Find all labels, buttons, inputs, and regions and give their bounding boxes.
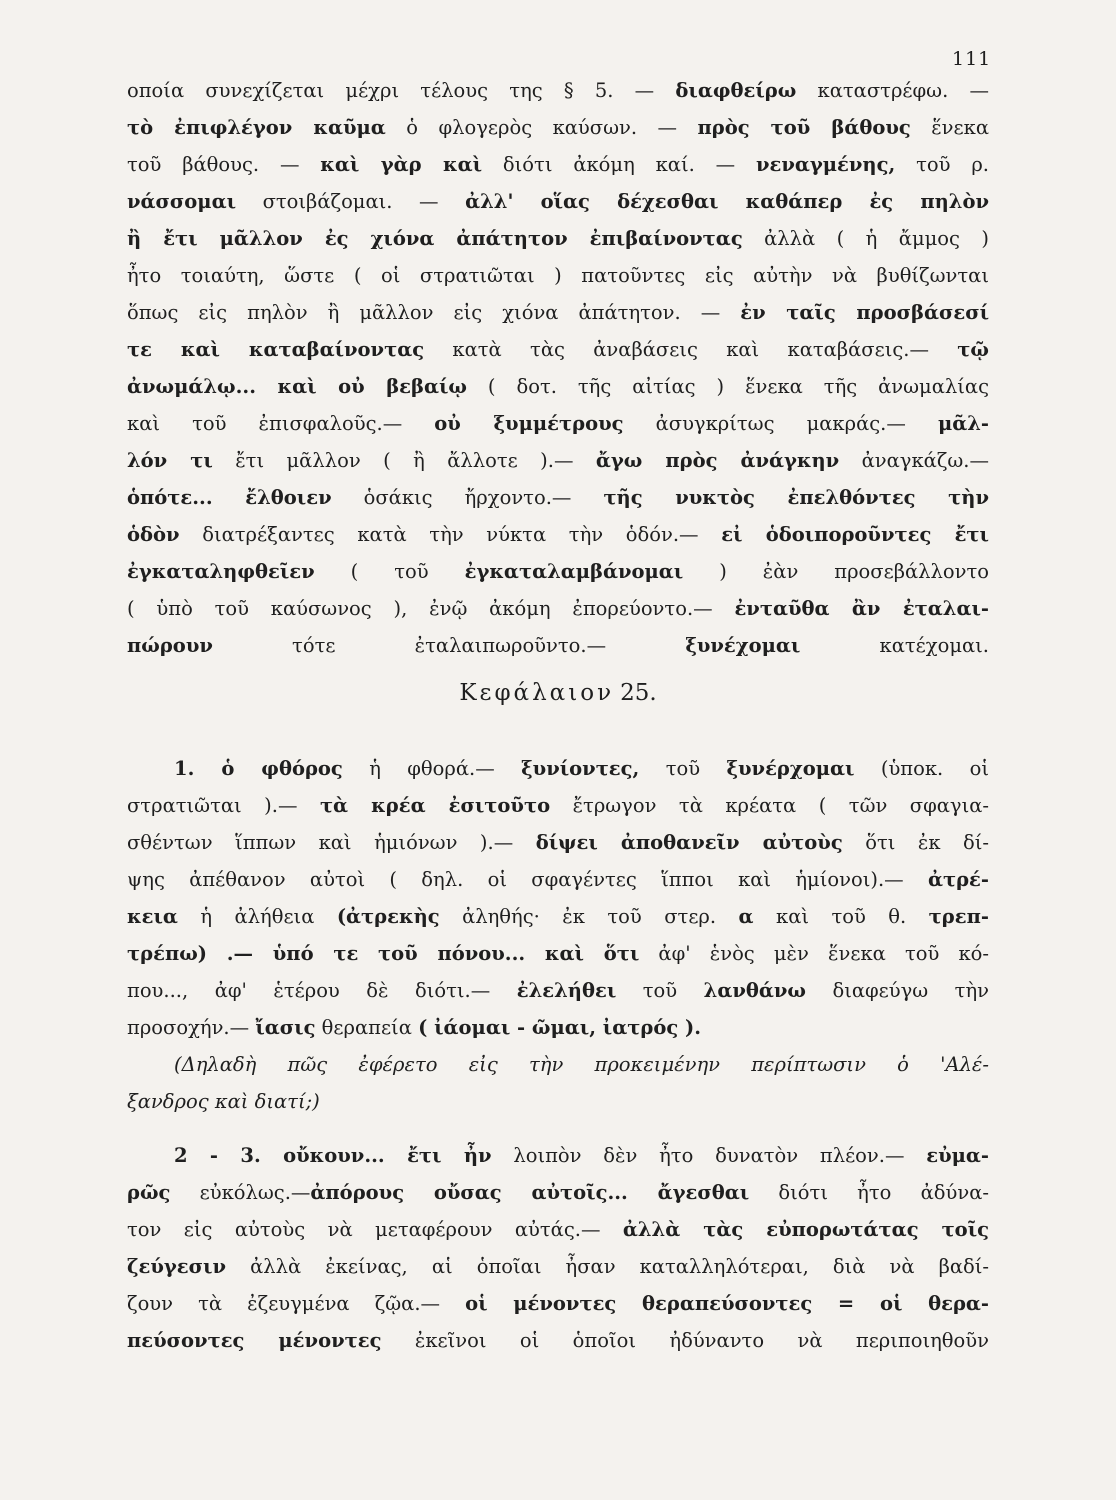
chapter-title: Κεφάλαιον [459,680,615,706]
text-line [127,109,989,146]
text-run: ( τοῦ [314,560,465,583]
bold-term: ζεύγεσιν [127,1255,227,1278]
text-run: ἀσυγκρίτως μακράς.— [623,412,938,435]
text-run: ὁ φλογερὸς καύσων. — [385,116,698,139]
text-run: ἔτρωγον τὰ κρέατα ( τῶν σφαγια- [550,794,989,817]
text-run: διότι ἀκόμη καί. — [482,153,756,176]
text-run: καὶ τοῦ ἐπισφαλοῦς.— [127,412,435,435]
text-run: ἐκεῖνοι οἱ ὁποῖοι ἠδύναντο νὰ περιποιηθοῦν [381,1329,989,1352]
text-run: ἀφ' ἑνὸς μὲν ἕνεκα τοῦ κό- [639,942,989,965]
text-line [127,72,989,109]
text-line [127,516,989,553]
text-run: τοῦ [616,979,704,1002]
text-line [127,1046,989,1083]
text-run: ἡ ἀλήθεια [177,905,337,928]
bold-term: ἐν ταῖς προσβάσεσί [740,301,989,324]
text-run: εὐκόλως.— [170,1181,311,1204]
text-line [127,1009,989,1046]
text-line [127,442,989,479]
text-line [127,479,989,516]
bold-term: τῷ [957,338,989,361]
bold-term: νεναγμένης, [755,153,896,176]
text-run: που..., ἀφ' ἑτέρου δὲ διότι.— [127,979,517,1002]
text-run: κατέχομαι. [800,634,989,657]
text-run: καὶ τοῦ θ. [753,905,929,928]
text-line [127,257,989,294]
text-line [127,1174,989,1211]
text-line [127,146,989,183]
bold-term: λόν τι [127,449,213,472]
text-line [127,627,989,664]
text-run: ἀλλὰ ἐκείνας, αἱ ὁποῖαι ἦσαν καταλληλότεραι, διὰ νὰ βαδί- [226,1255,989,1278]
bold-term: κεια [127,905,178,928]
text-run: καταστρέφω. — [796,79,989,102]
bold-term: τρέπω) .— ὑπό τε τοῦ πόνου... καὶ ὅτι [127,942,640,965]
text-run: ἡ φθορά.— [342,757,522,780]
bold-term: α [738,905,754,928]
text-line [127,1211,989,1248]
bold-term: ὁδὸν [127,523,180,546]
commentary-section-1 [127,750,989,1120]
bold-term: 1. ὁ φθόρος [174,757,343,780]
bold-term: εἰ ὁδοιποροῦντες ἔτι [721,523,989,546]
bold-term: διαφθείρω [675,79,797,102]
bold-term: ξυνέχομαι [685,634,801,657]
bold-term: ρῶς [127,1181,171,1204]
bold-term: ἀπόρους οὔσας αὐτοῖς... ἄγεσθαι [310,1181,750,1204]
text-run: ἀλλὰ ( ἡ ἄμμος ) [742,227,989,250]
bold-term: ξυνέρχομαι [726,757,855,780]
bold-term: ξυνίοντες, [521,757,640,780]
bold-term: λανθάνω [703,979,806,1002]
text-run: στρατιῶται ).— [127,794,320,817]
text-run: λοιπὸν δὲν ἦτο δυνατὸν πλέον.— [491,1144,927,1167]
bold-term: τὰ κρέα ἐσιτοῦτο [319,794,551,817]
text-run: ἀναγκάζω.— [839,449,989,472]
bold-term: εὐμα- [926,1144,989,1167]
text-run: (Δηλαδὴ πῶς ἐφέρετο εἰς τὴν προκειμένην περίπτωσιν ὁ 'Αλέ- [174,1053,989,1076]
bold-term: ἐγκαταληφθεῖεν [127,560,315,583]
bold-term: νάσσομαι [127,190,237,213]
bold-term: δίψει ἀποθανεῖν αὐτοὺς [535,831,843,854]
text-line [127,898,989,935]
chapter-heading [0,680,1116,706]
bold-term: πώρουν [127,634,213,657]
text-run: οποία συνεχίζεται μέχρι τέλους της § 5. — [127,79,676,102]
bold-term: (ἀτρεκὴς [336,905,440,928]
text-run: τοῦ ρ. [895,153,989,176]
question-paragraph [127,1046,989,1120]
text-line [127,553,989,590]
bold-term: ὁπότε... ἔλθοιεν [127,486,332,509]
text-run: (ὑποκ. οἱ [854,757,989,780]
text-line [127,294,989,331]
bold-term: ἀτρέ- [927,868,989,891]
text-line [127,935,989,972]
text-line [127,824,989,861]
bold-term: οἱ μένοντες θεραπεύσοντες = οἱ θερα- [465,1292,989,1315]
bold-term: οὐ ξυμμέτρους [434,412,624,435]
text-line [127,787,989,824]
text-run: ( δοτ. τῆς αἰτίας ) ἕνεκα τῆς ἀνωμαλίας [466,375,989,398]
text-line [127,590,989,627]
text-line [127,1248,989,1285]
text-line [127,331,989,368]
bold-term: τὸ ἐπιφλέγον καῦμα [127,116,386,139]
text-run: ζουν τὰ ἐζευγμένα ζῷα.— [127,1292,466,1315]
text-run: διαφεύγω τὴν [805,979,989,1002]
text-run: ἀληθής· ἐκ τοῦ στερ. [439,905,739,928]
text-line [127,405,989,442]
text-run: σθέντων ἵππων καὶ ἡμιόνων ).— [127,831,536,854]
text-line [127,1285,989,1322]
top-paragraph [127,72,989,664]
bold-term: ἐνταῦθα ἂν ἐταλαι- [734,597,989,620]
bold-term: καὶ γὰρ καὶ [320,153,483,176]
text-run: ) ἐὰν προσεβάλλοντο [683,560,989,583]
bold-term: ἐλελήθει [516,979,617,1002]
bold-term: ( ἰάομαι - ῶμαι, ἰατρός ). [418,1016,701,1039]
bold-term: τῆς νυκτὸς ἐπελθόντες τὴν [603,486,989,509]
bold-term: μᾶλ- [937,412,989,435]
text-run: ξανδρος καὶ διατί;) [127,1090,320,1113]
text-run: ὅπως εἰς πηλὸν ἢ μᾶλλον εἰς χιόνα ἀπάτητον. — [127,301,741,324]
bold-term: 2 - 3. οὔκουν... ἔτι ἦν [174,1144,492,1167]
text-run: ψης ἀπέθανον αὐτοὶ ( δηλ. οἱ σφαγέντες ἵπποι καὶ ἡμίονοι).— [127,868,928,891]
text-run: ἦτο τοιαύτη, ὥστε ( οἱ στρατιῶται ) πατοῦντες εἰς αὐτὴν νὰ βυθίζωνται [127,264,989,287]
text-run: ὁσάκις ἤρχοντο.— [331,486,604,509]
text-run: στοιβάζομαι. — [236,190,466,213]
bold-term: τε καὶ καταβαίνοντας [127,338,425,361]
text-run: ἔτι μᾶλλον ( ἢ ἄλλοτε ).— [212,449,596,472]
text-run: προσοχήν.— [127,1016,256,1039]
text-line [127,861,989,898]
chapter-number: 25. [620,680,657,706]
text-run: τοῦ [639,757,727,780]
bold-term: ἴασις [255,1016,316,1039]
text-run: τότε ἐταλαιπωροῦντο.— [212,634,686,657]
text-line [127,1137,989,1174]
page-number: 111 [952,48,992,70]
text-run: ὅτι ἐκ δί- [842,831,989,854]
bold-term: ἀλλ' οἵας δέχεσθαι καθάπερ ἐς πηλὸν [465,190,989,213]
text-line [127,1322,989,1359]
text-line [127,368,989,405]
section-1-paragraph [127,750,989,1046]
text-line [127,183,989,220]
bold-term: ἢ ἔτι μᾶλλον ἐς χιόνα ἀπάτητον ἐπιβαίνοντας [127,227,743,250]
text-line [127,972,989,1009]
text-line [127,1083,989,1120]
bold-term: τρεπ- [928,905,989,928]
text-run: διότι ἦτο ἀδύνα- [749,1181,989,1204]
bold-term: ἀνωμάλῳ... καὶ οὐ βεβαίῳ [127,375,467,398]
bold-term: πεύσοντες μένοντες [127,1329,382,1352]
bold-term: ἀλλὰ τὰς εὐπορωτάτας τοῖς [622,1218,989,1241]
bold-term: ἐγκαταλαμβάνομαι [464,560,684,583]
text-line [127,220,989,257]
text-run: τοῦ βάθους. — [127,153,321,176]
text-run: διατρέξαντες κατὰ τὴν νύκτα τὴν ὁδόν.— [179,523,722,546]
text-run: κατὰ τὰς ἀναβάσεις καὶ καταβάσεις.— [424,338,958,361]
text-run: θεραπεία [315,1016,419,1039]
bold-term: πρὸς τοῦ βάθους [697,116,911,139]
commentary-section-2 [127,1137,989,1359]
text-run: ( ὑπὸ τοῦ καύσωνος ), ἐνῷ ἀκόμη ἐπορεύοντο.— [127,597,735,620]
text-line [127,750,989,787]
text-run: ἕνεκα [910,116,989,139]
text-run: τον εἰς αὐτοὺς νὰ μεταφέρουν αὐτάς.— [127,1218,623,1241]
bold-term: ἄγω πρὸς ἀνάγκην [595,449,840,472]
